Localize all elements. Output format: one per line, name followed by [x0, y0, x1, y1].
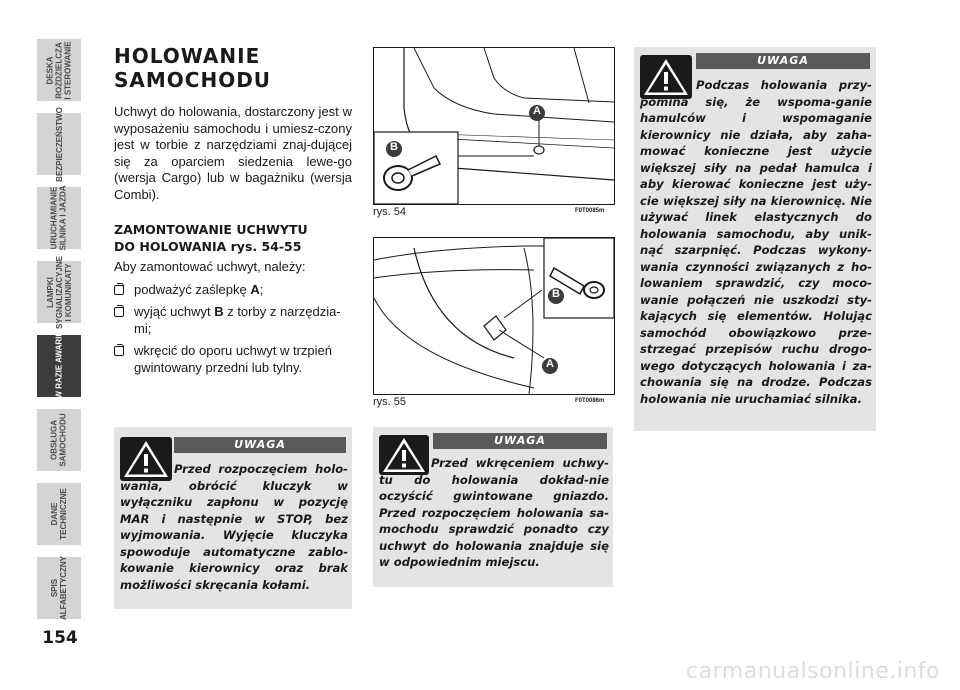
callout-label-b: B [552, 288, 560, 300]
warning-header: UWAGA [433, 433, 607, 449]
step-text: z torby z narzędzia-mi; [134, 304, 341, 336]
title-line: SAMOCHODU [114, 68, 272, 92]
list-item [114, 304, 352, 337]
checkbox-bullet-icon [114, 346, 124, 356]
warning-header: UWAGA [696, 53, 870, 69]
tab-label: I KOMUNIKATY [63, 262, 73, 322]
step-text: wyjąć uchwyt [134, 304, 215, 319]
figure-55 [373, 237, 615, 395]
tab-bezpieczenstwo[interactable] [36, 106, 82, 182]
tab-label: ALFABETYCZNY [59, 556, 68, 620]
warning-paragraph: Przed rozpoczęciem holo-wania, obrócić kluczyk w wyłączniku zapłonu w pozycję MAR i następnie w STOP, bez wyjmowania. Wyjęcie kluczyka spowoduje automatyczne zablo-kowanie kierownicy oraz brak możliwości skręcania kołami. [120, 462, 348, 592]
step-text: podważyć zaślepkę [134, 281, 251, 297]
subsection-title [114, 221, 352, 255]
tab-uruchamianie[interactable] [36, 186, 82, 250]
tab-dane-techniczne[interactable] [36, 482, 82, 546]
intro-paragraph: Uchwyt do holowania, dostarczony jest w wyposażeniu samochodu i umiesz-czony jest w torbie z narzędziami znaj-dującej się za oparciem siedzenia lewe-go (wersja Cargo) lub w bagażniku (wersja Combi). [114, 104, 352, 202]
callout-label-a: A [546, 358, 554, 370]
warning-text [120, 461, 348, 593]
tab-label: DANE [50, 502, 59, 526]
warning-paragraph: Przed wkręceniem uchwy-tu do holowania dokład-nie oczyścić gwintowane gniazdo. Przed rozpoczęciem holowania sa-mochodu sprawdzić ponadto czy uchwyt do holowania znajduje się w odpowiednim miejscu. [379, 456, 609, 569]
tab-label: SILNIKA I JAZDA [59, 185, 69, 251]
step-text: ; [259, 281, 264, 297]
tab-label: I STEROWANIE [63, 40, 73, 100]
checkbox-bullet-icon [114, 307, 124, 317]
warning-box [114, 427, 352, 609]
tab-label: URUCHAMIANIE [50, 186, 60, 250]
figure-54 [373, 47, 615, 205]
tab-label: TECHNICZNE [59, 488, 68, 540]
section-title [114, 44, 352, 92]
tab-label: W RAZIE AWARII [54, 333, 64, 399]
callout-label-a: A [533, 105, 541, 117]
section-content [114, 44, 352, 382]
title-line: HOLOWANIE [114, 44, 261, 68]
warning-text [379, 455, 609, 571]
tab-label: LAMPKI [45, 276, 55, 308]
tab-label: SAMOCHODU [59, 413, 68, 467]
tab-obsluga[interactable] [36, 408, 82, 472]
warning-paragraph: Podczas holowania przy-pomina się, że wspoma-ganie hamulców i wspomaganie kierownicy nie działa, aby zaha-mować konieczne jest użycie większej siły na pedał hamulca i aby kierować konieczne jest uży-cie większej siły na kierownicę. Nie używać linek elastycznych do holowania samochodu, aby unik-nąć szarpnięć. Podczas wykony-wania czynności związanych z ho-lowaniem sprawdzić, czy moco-wanie połączeń nie uszkodzi sty-kających się elementów. Holując samochód obowiązkowo prze-strzegać przepisów ruchu drogo-wego dotyczących holowania i za-chowania się na drodze. Podczas holowania nie uruchamiać silnika. [640, 78, 872, 406]
watermark [0, 659, 960, 684]
callout-label-b: B [390, 141, 398, 153]
step-text: wkręcić do oporu uchwyt w trzpień gwintowany przedni lub tylny. [134, 343, 332, 375]
subtitle-line: ZAMONTOWANIE UCHWYTU [114, 222, 308, 237]
figure-code: F0T0086m [575, 398, 605, 404]
tab-label: SYGNALIZACYJNE [54, 255, 64, 329]
tow-hook-illustration-front [374, 48, 614, 204]
tab-label: ROZDZIELCZA [54, 41, 64, 99]
checkbox-bullet-icon [114, 285, 124, 295]
tab-spis-alfabetyczny[interactable] [36, 556, 82, 620]
warning-box [373, 427, 613, 587]
subtitle-line: DO HOLOWANIA rys. 54-55 [114, 239, 302, 254]
page-number: 154 [42, 628, 78, 648]
tab-w-razie-awarii[interactable] [36, 334, 82, 398]
tab-label: BEZPIECZEŃSTWO [54, 106, 64, 182]
step-ref: B [214, 304, 224, 319]
steps-list [114, 282, 352, 377]
warning-header: UWAGA [174, 437, 346, 453]
tow-hook-illustration-rear [374, 238, 614, 394]
watermark-text: carmanualsonline.info [686, 659, 940, 684]
figure-caption: rys. 54 [373, 206, 407, 218]
figure-caption: rys. 55 [373, 396, 407, 408]
steps-intro: Aby zamontować uchwyt, należy: [114, 259, 306, 274]
figure-code: F0T0085m [575, 208, 605, 214]
list-item [114, 282, 352, 299]
list-item [114, 343, 352, 376]
tab-label: OBSŁUGA [50, 420, 59, 460]
warning-text [640, 77, 872, 407]
tab-lampki[interactable] [36, 255, 82, 329]
warning-box [634, 47, 876, 431]
tab-deska-rozdzielcza[interactable] [36, 38, 82, 102]
step-ref: A [250, 281, 260, 297]
tab-label: SPIS [50, 578, 59, 598]
tab-label: DESKA [45, 55, 55, 85]
